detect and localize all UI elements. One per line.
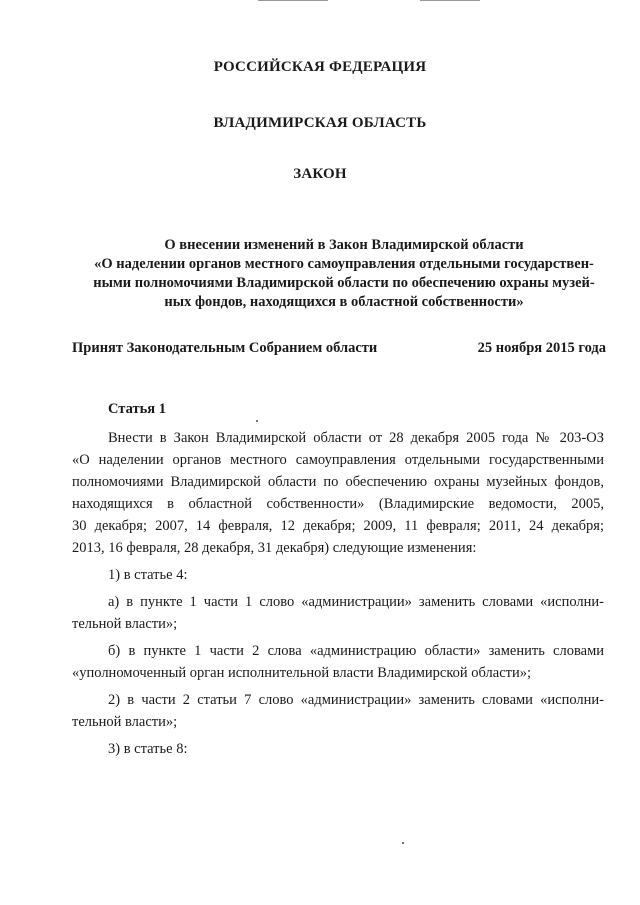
scan-edge-mark <box>258 0 328 1</box>
text-line: 1) в статье 4: <box>108 567 188 583</box>
law-title-line: «О наделении органов местного самоуправления отдельными государствен- <box>94 256 594 272</box>
law-title-line: ных фондов, находящихся в областной собственности» <box>164 294 524 310</box>
law-title-line: ными полномочиями Владимирской области по обеспечению охраны музей- <box>93 275 595 291</box>
article-body <box>72 427 604 760</box>
region-heading: ВЛАДИМИРСКАЯ ОБЛАСТЬ <box>213 115 427 131</box>
article-heading: Статья 1 <box>108 401 166 417</box>
text-line: находящихся в областной собственности» (Владимирские ведомости, 2005, <box>72 496 604 512</box>
scan-speck <box>402 842 404 844</box>
text-line: «О наделении органов местного самоуправления отдельными государственными <box>72 452 604 468</box>
country-heading: РОССИЙСКАЯ ФЕДЕРАЦИЯ <box>213 59 427 75</box>
text-line: а) в пункте 1 части 1 слово «администрации» заменить словами «исполни- <box>108 594 604 610</box>
text-line: «уполномоченный орган исполнительной власти Владимирской области»; <box>72 665 532 681</box>
text-line: полномочиями Владимирской области по обеспечению охраны музейных фондов, <box>72 474 604 490</box>
text-line: 30 декабря; 2007, 14 февраля, 12 декабря; 2009, 11 февраля; 2011, 24 декабря; <box>72 518 604 534</box>
text-line: 2) в части 2 статьи 7 слово «администрации» заменить словами «исполни- <box>108 692 604 708</box>
text-line: тельной власти»; <box>72 714 178 730</box>
adoption-date: 25 ноября 2015 года <box>477 340 606 356</box>
scan-speck <box>256 420 258 422</box>
scan-edge-mark <box>420 0 480 1</box>
law-title <box>70 236 618 312</box>
text-line: тельной власти»; <box>72 616 178 632</box>
adopted-by: Принят Законодательным Собранием области <box>72 340 378 356</box>
text-line: Внести в Закон Владимирской области от 28 декабря 2005 года № 203-ОЗ <box>108 430 604 446</box>
text-line: б) в пункте 1 части 2 слова «администрацию области» заменить словами <box>108 643 604 659</box>
doc-type-heading: ЗАКОН <box>293 166 347 182</box>
text-line: 3) в статье 8: <box>108 741 188 757</box>
law-title-line: О внесении изменений в Закон Владимирской области <box>164 237 524 253</box>
text-line: 2013, 16 февраля, 28 декабря, 31 декабря) следующие изменения: <box>72 540 477 556</box>
